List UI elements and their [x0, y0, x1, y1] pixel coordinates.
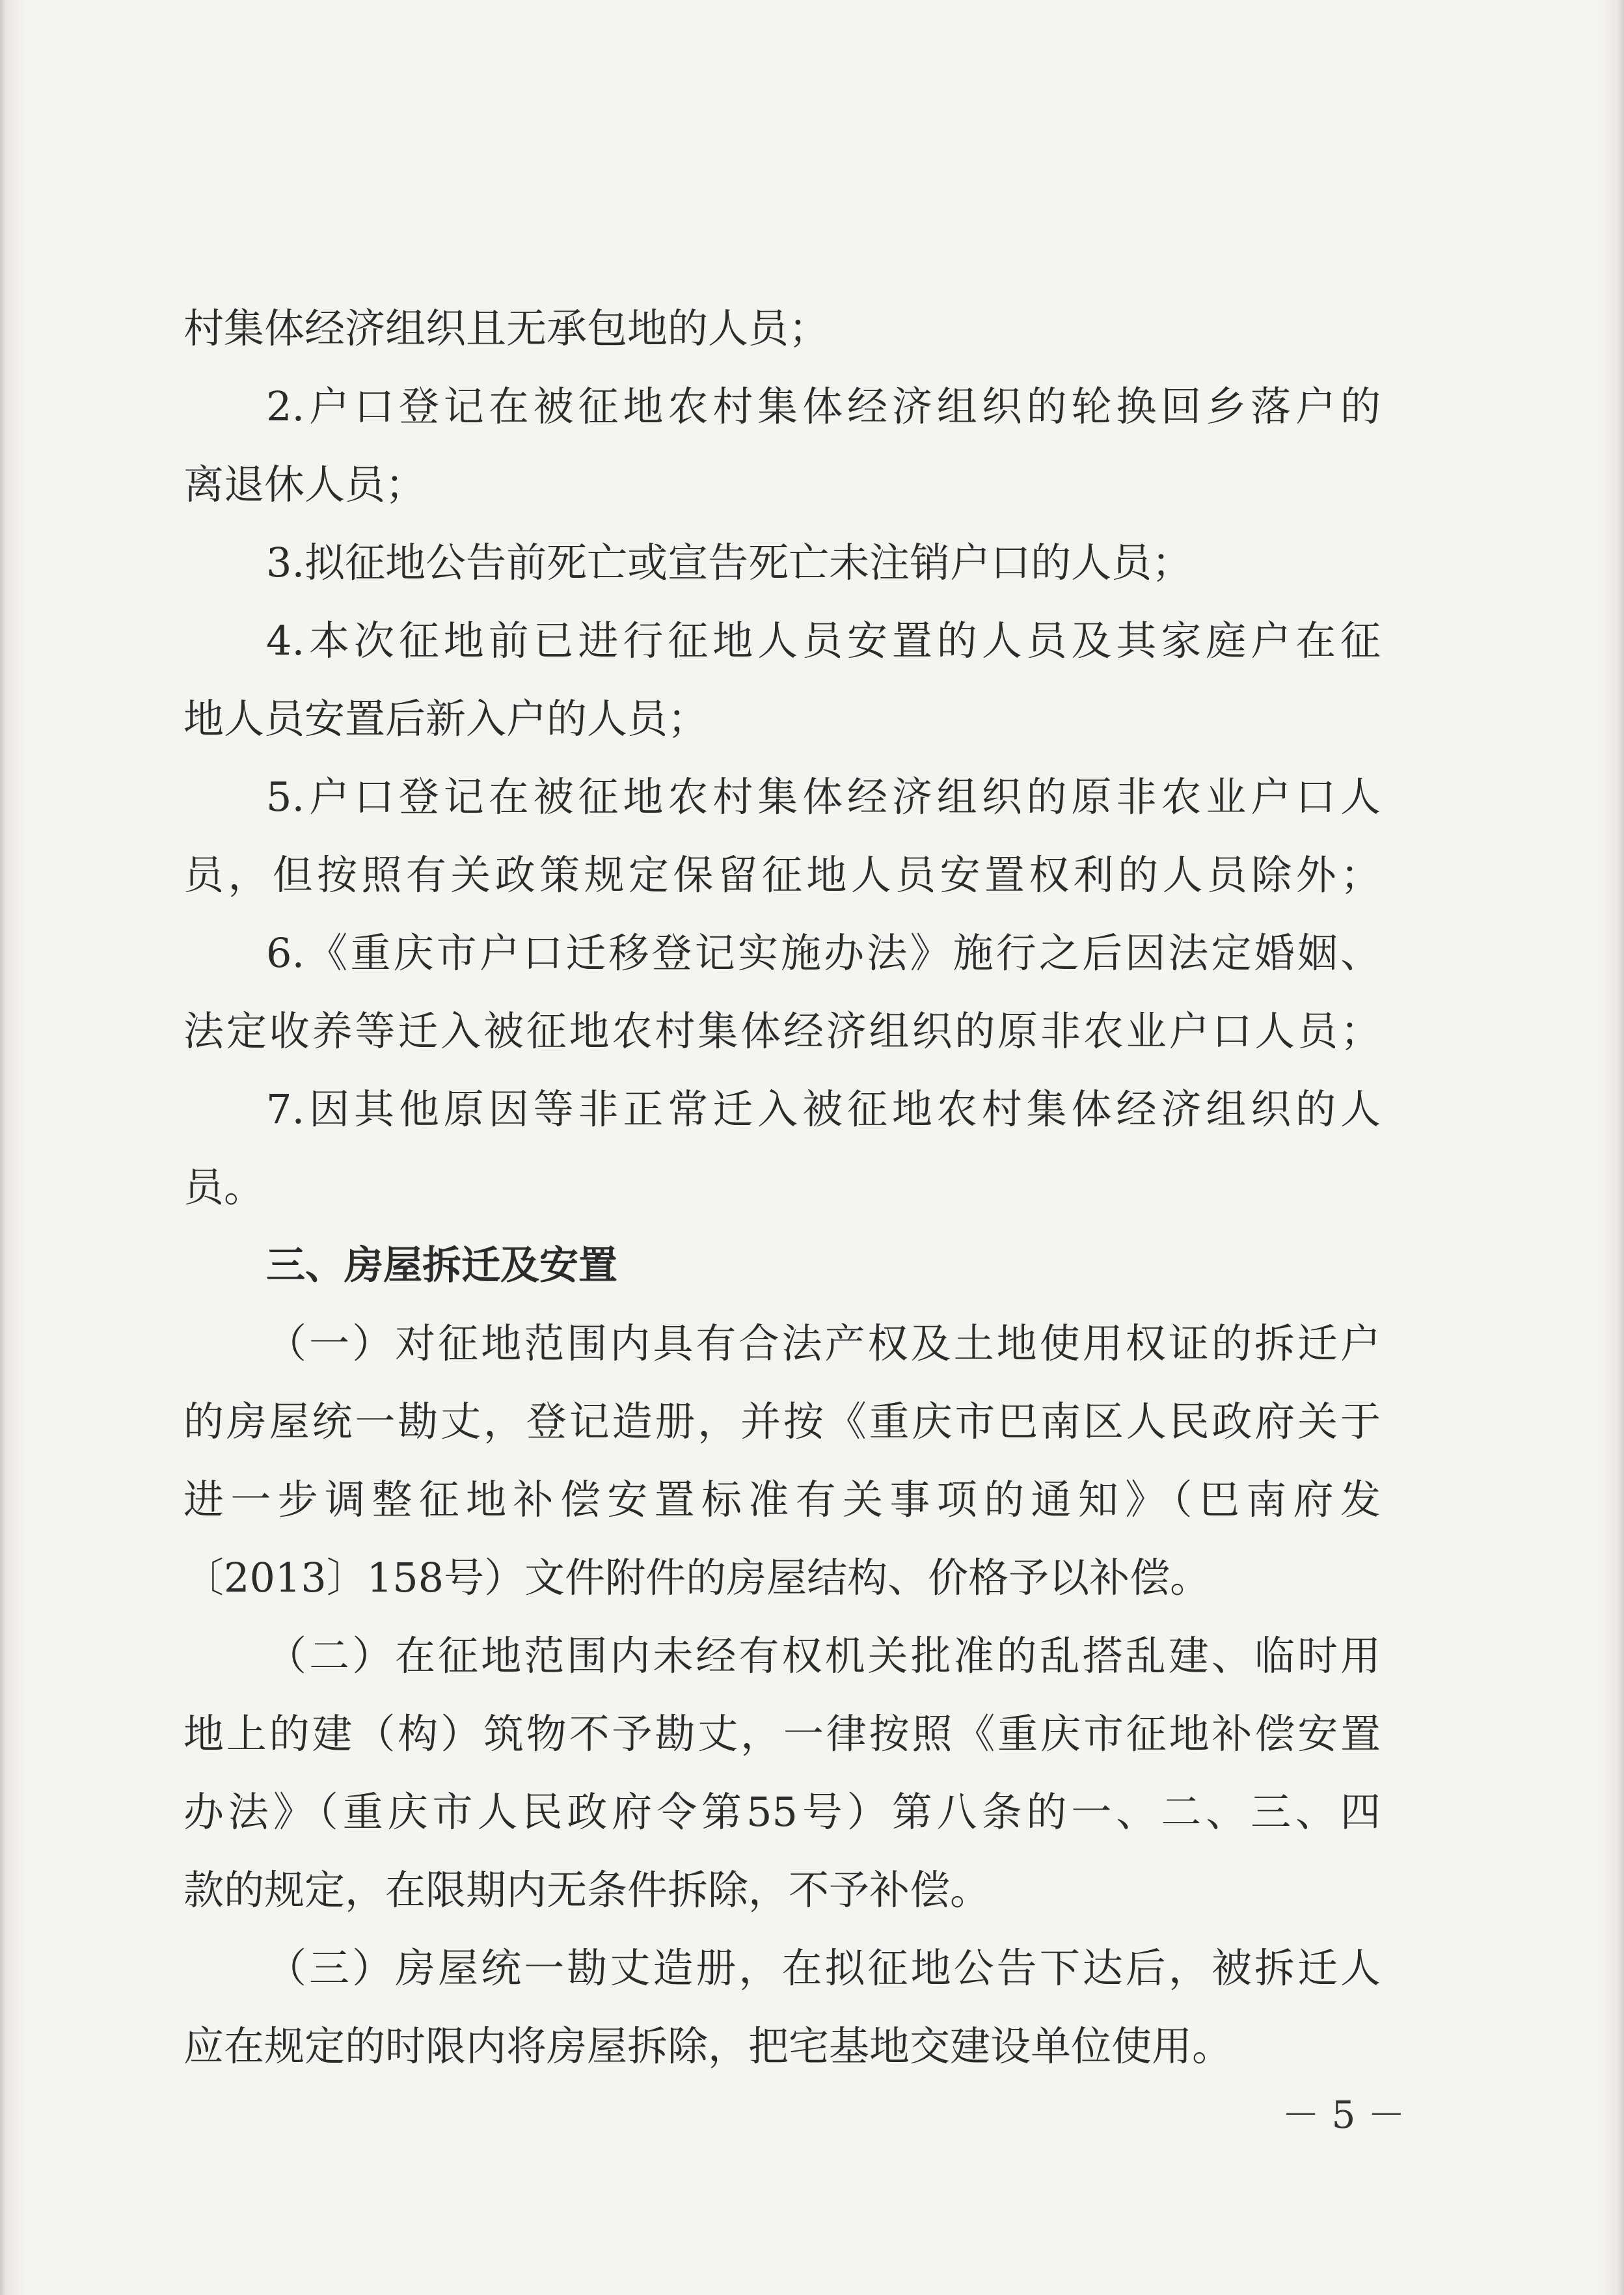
text-line: 员，但按照有关政策规定保留征地人员安置权利的人员除外； — [183, 851, 1381, 899]
text-line: 4.本次征地前已进行征地人员安置的人员及其家庭户在征 — [266, 617, 1381, 664]
text-line: 离退休人员； — [183, 461, 426, 508]
text-line: 村集体经济组织且无承包地的人员； — [183, 305, 830, 352]
text-line: 法定收养等迁入被征地农村集体经济组织的原非农业户口人员； — [183, 1007, 1381, 1055]
text-line: 的房屋统一勘丈，登记造册，并按《重庆市巴南区人民政府关于 — [183, 1398, 1381, 1445]
text-line: 3.拟征地公告前死亡或宣告死亡未注销户口的人员； — [266, 539, 1193, 586]
text-line: 款的规定，在限期内无条件拆除，不予补偿。 — [183, 1866, 991, 1914]
text-line: 5.户口登记在被征地农村集体经济组织的原非农业户口人 — [266, 773, 1381, 821]
text-line: 地人员安置后新入户的人员； — [183, 695, 709, 742]
text-line: 办法》（重庆市人民政府令第55号）第八条的一、二、三、四 — [183, 1788, 1381, 1836]
text-line: 6.《重庆市户口迁移登记实施办法》施行之后因法定婚姻、 — [266, 929, 1381, 977]
text-line: 员。 — [183, 1163, 265, 1211]
text-line: （三）房屋统一勘丈造册，在拟征地公告下达后，被拆迁人 — [266, 1944, 1381, 1992]
text-line: 7.因其他原因等非正常迁入被征地农村集体经济组织的人 — [266, 1085, 1381, 1133]
text-line: 2.户口登记在被征地农村集体经济组织的轮换回乡落户的 — [266, 383, 1381, 430]
text-line: （一）对征地范围内具有合法产权及土地使用权证的拆迁户 — [266, 1320, 1381, 1367]
text-line: 进一步调整征地补偿安置标准有关事项的通知》（巴南府发 — [183, 1476, 1381, 1523]
text-line: 应在规定的时限内将房屋拆除，把宅基地交建设单位使用。 — [183, 2022, 1233, 2070]
text-line: 〔2013〕158号）文件附件的房屋结构、价格予以补偿。 — [183, 1554, 1211, 1601]
section-heading: 三、房屋拆迁及安置 — [266, 1243, 617, 1288]
text-line: 地上的建（构）筑物不予勘丈，一律按照《重庆市征地补偿安置 — [183, 1710, 1381, 1758]
page-number: － 5 － — [1282, 2093, 1405, 2137]
text-line: （二）在征地范围内未经有权机关批准的乱搭乱建、临时用 — [266, 1632, 1381, 1679]
